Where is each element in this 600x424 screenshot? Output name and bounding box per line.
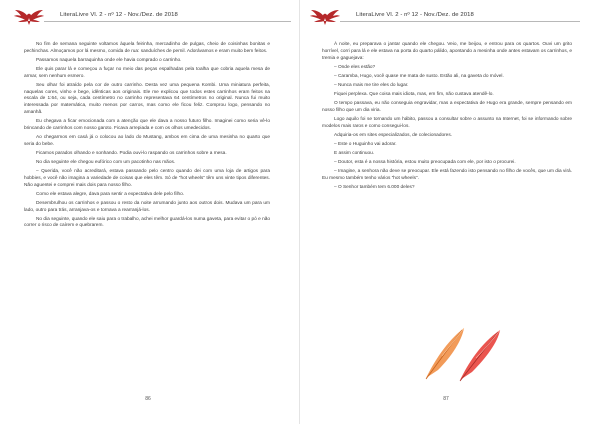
paragraph: Como ele estava alegre, dava para sentir a expectativa dele pelo filho. [36, 191, 185, 197]
paragraph: Passamos naquela barraquinha onde ele havia comprado o carrinho. [36, 57, 182, 63]
paragraph: Logo aquilo foi se tornando um hábito, passou a consultar sobre o assunto na Internet, foi se informando sobre modelos mais raros e como consegui-los. [322, 116, 572, 129]
paragraph: – O Senhor também tem 6.000 deles? [334, 184, 415, 190]
paragraph: Ficamos parados olhando e sonhando. Podia ouvi-lo raspando os carrinhos sobre a mesa. [36, 150, 227, 156]
paragraph: – Querida, você não acreditará, estava passando pelo centro quando dei com uma loja de artigos para hobbies, e você não imagina a variedade de coisas que eles têm. Só de “hot wheels” têm uns vinte tipos diferentes. Não aguentei e comprei mais dois para nosso filho. [24, 169, 270, 188]
header-rule [340, 21, 580, 22]
paragraph: Fiquei perplexa. Que coisa mais idiota, mas, em fim, não custava atendê-lo. [334, 91, 494, 97]
page-number: 87 [443, 396, 449, 402]
paragraph: Seu olhar foi atraído pela cor de outro carrinho. Desta vez uma pequena Kombi. Uma miniatura perfeita, naquelas cores, vinho e bege, idênticas aos originais. Ele me explicou que todos estes carrinhos eram feitos na escala de 1:64, ou seja, cada centímetro no carrinho representava 64 centímetros no original. Nunca fui muito interessada por matemática, muito menos por carros, mas como ele ficou feliz. Comprou logo, pensando no amanhã. [24, 82, 270, 116]
header-title: LiteraLivre Vl. 2 - nº 12 - Nov./Dez. de 2018 [60, 12, 178, 18]
header-rule [44, 21, 291, 22]
paragraph: – Nunca mais me tire eles do lugar. [334, 82, 409, 88]
paragraph: No fim de semana seguinte voltamos àquela feirinha, mercadinho de pulgas, cheio de coisinhas bonitas e pechinchas. Almoçamos por lá mesmo, comida de rua: sanduíches de pernil. Adorávamos e eram muito bem feitos. [24, 42, 270, 54]
red-quill-icon [460, 330, 500, 381]
paragraph: – Doutor, esta é a nossa história, estou muito preocupada com ele, por isto o procurei. [334, 159, 516, 165]
paragraph: Ao chegarmos em casá já o colocou ao lado do Mustang, ambos em cima de uma mesinha no quarto que seria do bebe. [24, 135, 270, 147]
paragraph: Adquiria-os em sites especializados, de colecionadores. [334, 132, 453, 138]
paragraph: – Este o Huguinho vai adorar. [334, 141, 397, 147]
paragraph: – Imagine, a senhora não deve se preocupar. Ele está fazendo isto pensando no filho de vocês, que um dia virá. Eu mesmo também tenho vários “hot wheels”. [322, 168, 572, 181]
page-number: 86 [145, 396, 151, 402]
orange-quill-icon [426, 328, 464, 379]
left-page-header [0, 4, 299, 26]
paragraph: O tempo passava, eu não conseguia engravidar, mas a expectativa de Hugo era grande, sempre pensando em nosso filho que um dia viria. [322, 100, 572, 113]
paragraph: Desembrulhou os carrinhos e passou o resto da noite arrumando junto aos outros dois. Mudava um para um lado, outro para trás, arranjava-os e tornava a rearranjá-los. [24, 200, 270, 213]
right-page-header [300, 4, 600, 26]
paragraph: No dia seguinte ele chegou eufórico com um pacotinho nas mãos. [36, 159, 176, 165]
paragraph: Ele quis parar lá e começou a fuçar no meio das peças espalhadas pela toalha que cobria aquela mesa de armar, sem nenhum esmero. [24, 66, 270, 79]
paragraph: À noite, eu preparava o jantar quando ele chegou. Veio, me beijou, e entrou para os quartos. Ouvi um grito horrível, corri para lá e ele estava na porta do quarto pálido, apontando a mesinha onde antes estavam os carrinhos, e tremia e gaguejava: [322, 42, 572, 61]
winged-emblem-logo-icon [310, 4, 340, 26]
quill-feathers-illustration [420, 322, 520, 382]
paragraph: E assim continuou. [334, 150, 375, 156]
winged-emblem-logo-icon [14, 4, 44, 26]
right-page [300, 0, 600, 424]
header-title: LiteraLivre Vl. 2 - nº 12 - Nov./Dez. de 2018 [356, 12, 474, 18]
paragraph: Eu chegava a ficar emocionada com a atenção que ele dava a nosso futuro filho. Imaginei como seria vê-lo brincando de carrinhos com nosso garoto. Ficava arrepiada e com os olhos umedecidos. [24, 119, 270, 132]
paragraph: – Onde eles estão? [334, 64, 376, 70]
right-page-body [322, 42, 572, 191]
paragraph: – Caramba, Hugo, você quase me mata de susto. Estão ali, na gaveta do móvel. [334, 73, 504, 79]
paragraph: No dia seguinte, quando ele saiu para o trabalho, achei melhor guardá-los numa gaveta, para evitar o pó e não correr o risco de caírem e quebrarem. [24, 216, 270, 229]
left-page-body [24, 42, 270, 230]
